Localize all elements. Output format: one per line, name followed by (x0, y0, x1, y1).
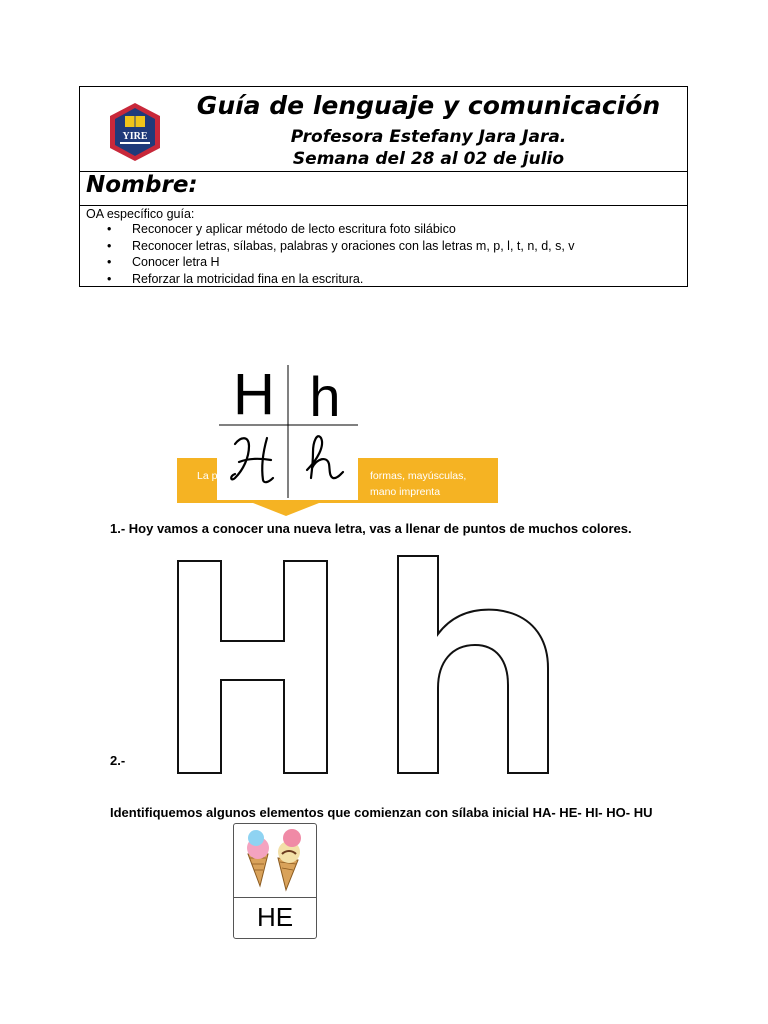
objectives-row (80, 205, 687, 287)
objective-item: • Reforzar la motricidad fina en la escritura. (107, 271, 364, 286)
objective-item: • Reconocer y aplicar método de lecto escritura foto silábico (107, 222, 456, 236)
header-title-row (80, 87, 687, 172)
card-divider (234, 897, 316, 898)
syllable-label: HE (256, 902, 294, 932)
picture-card-he (233, 823, 317, 939)
objectives-list (80, 221, 575, 287)
print-upper-h: H (233, 362, 275, 427)
tooltip-text-left: La p (197, 470, 218, 482)
tooltip-arrow (253, 503, 319, 516)
outlined-hh-letters (170, 550, 570, 782)
ice-cream-icon (234, 824, 316, 896)
week-dates: Semana del 28 al 02 de julio (292, 149, 565, 169)
logo-text: YIRE (122, 131, 148, 142)
letter-h-card (217, 362, 358, 500)
tooltip-text-right-1: formas, mayúsculas, (370, 470, 467, 482)
tooltip-text-right-2: mano imprenta (370, 486, 441, 498)
objectives-title: OA específico guía: (86, 207, 195, 221)
worksheet-header (79, 86, 688, 287)
question-2: 2.- (110, 753, 126, 768)
teacher-name: Profesora Estefany Jara Jara. (290, 127, 567, 147)
objective-item: • Reconocer letras, sílabas, palabras y oraciones con las letras m, p, l, t, n, d, s, v (107, 238, 575, 253)
worksheet-title: Guía de lenguaje y comunicación (196, 91, 661, 120)
name-row (80, 171, 687, 206)
print-lower-h: h (309, 365, 341, 428)
name-label: Nombre: (86, 172, 198, 198)
question-1: 1.- Hoy vamos a conocer una nueva letra, vas a llenar de puntos de muchos colores. (110, 521, 632, 536)
question-3: Identifiquemos algunos elementos que comienzan con sílaba inicial HA- HE- HI- HO- HU (110, 805, 653, 820)
cursive-upper-h (231, 438, 273, 482)
objective-item: • Conocer letra H (107, 255, 220, 269)
cursive-lower-h (307, 436, 343, 478)
